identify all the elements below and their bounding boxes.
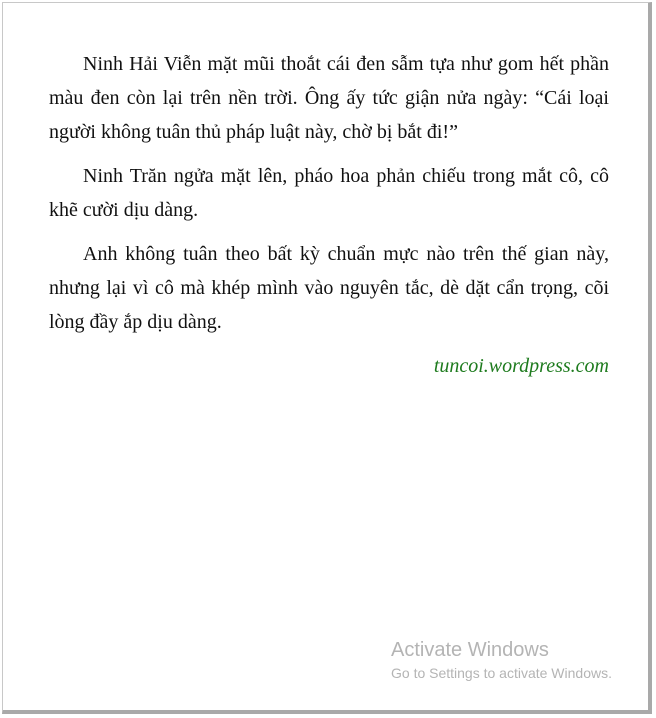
paragraph-2: Ninh Trăn ngửa mặt lên, pháo hoa phản chiếu trong mắt cô, cô khẽ cười dịu dàng.	[49, 165, 609, 221]
source-credit: tuncoi.wordpress.com	[433, 355, 609, 377]
activation-watermark	[391, 637, 612, 683]
watermark-subtitle: Go to Settings to activate Windows.	[391, 665, 612, 681]
paragraph-3: Anh không tuân theo bất kỳ chuẩn mực nào trên thế gian này, nhưng lại vì cô mà khép mình vào nguyên tắc, dè dặt cẩn trọng, cõi lòng đầy ắp dịu dàng.	[49, 243, 609, 333]
paragraph-1: Ninh Hải Viễn mặt mũi thoắt cái đen sẫm tựa như gom hết phần màu đen còn lại trên nền trời. Ông ấy tức giận nửa ngày: “Cái loại người không tuân thủ pháp luật này, chờ bị bắt đi!”	[49, 53, 609, 143]
document-page	[2, 2, 652, 714]
document-body	[49, 47, 609, 383]
watermark-title: Activate Windows	[391, 639, 549, 661]
